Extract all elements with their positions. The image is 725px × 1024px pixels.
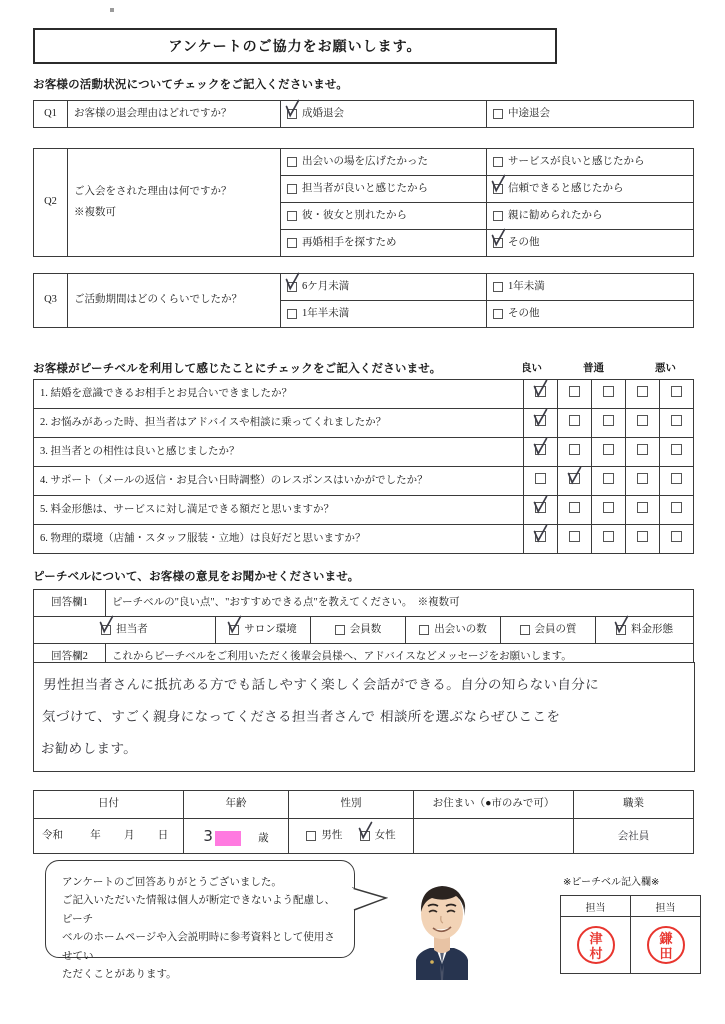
staff-portrait-photo (396, 868, 488, 980)
header-residence: お住まい（●市のみで可） (414, 791, 574, 819)
table-row (561, 896, 701, 917)
handwritten-line-1: 気づけて、すごく親身になってくださる担当者さんで 相談所を選ぶならぜひここを (41, 709, 561, 725)
rating-option-r4-c2[interactable] (558, 467, 592, 496)
date-year-unit: 年 (90, 829, 101, 841)
checkbox-rating-r4-c5[interactable] (671, 473, 682, 489)
gender-male-label: 男性 (321, 829, 343, 841)
answer1-option-3[interactable] (406, 617, 501, 644)
hanko-1-bottom: 田 (659, 947, 672, 962)
answer1-option-5-label: 料金形態 (631, 623, 673, 635)
hanko-0-top: 津 (589, 932, 602, 947)
section1-heading: お客様の活動状況についてチェックをご記入くださいませ。 (33, 77, 348, 91)
header-date: 日付 (34, 791, 184, 819)
date-field[interactable] (34, 819, 184, 854)
gender-field[interactable] (289, 819, 414, 854)
q2-option-left-3[interactable] (281, 230, 487, 257)
checkbox-q3-r0[interactable] (493, 280, 508, 294)
answer1-option-2-label: 会員数 (349, 623, 382, 635)
header-age: 年齢 (184, 791, 289, 819)
checkbox-rating-r2-c4[interactable] (637, 415, 648, 431)
staff-column-0: 担当 (561, 896, 631, 917)
rating-question-4: 4. サポート（メールの返信・お見合い日時調整）のレスポンスはいかがでしたか？ (34, 467, 524, 496)
answer1-option-5[interactable] (596, 617, 694, 644)
table-row (34, 438, 694, 467)
scan-artifact-dot (110, 8, 114, 12)
checkbox-rating-r2-c1[interactable] (535, 415, 546, 431)
rating-option-r6-c3[interactable] (592, 525, 626, 554)
table-row (561, 917, 701, 974)
staff-section-label: ※ピーチベル記入欄※ (563, 877, 660, 888)
q2-option-right-3-label: その他 (508, 236, 540, 248)
rating-option-r5-c5[interactable] (660, 496, 694, 525)
rating-option-r3-c3[interactable] (592, 438, 626, 467)
rating-option-r1-c1[interactable] (524, 380, 558, 409)
date-day-unit: 日 (157, 829, 169, 841)
rating-option-r4-c4[interactable] (626, 467, 660, 496)
bubble-tail-icon (352, 886, 388, 912)
q2-question-cell (68, 149, 281, 257)
handwritten-line-2: お勧めします。 (40, 741, 138, 757)
rating-option-r4-c5[interactable] (660, 467, 694, 496)
rating-question-1: 1. 結婚を意識できるお相手とお見合いできましたか？ (34, 380, 524, 409)
checkbox-rating-r1-c2[interactable] (569, 386, 580, 402)
staff-stamp-cell-1 (631, 917, 701, 974)
q3-label: Q3 (34, 274, 68, 328)
rating-option-r2-c3[interactable] (592, 409, 626, 438)
checkbox-rating-r1-c3[interactable] (603, 386, 614, 402)
checkbox-gender-male[interactable] (306, 829, 321, 843)
rating-question-6: 6. 物理的環境（店舗・スタッフ服装・立地）は良好だと思いますか？ (34, 525, 524, 554)
checkbox-q2-r0[interactable] (493, 155, 508, 169)
q3-option-right-1-label: その他 (508, 307, 540, 319)
q3-question: ご活動期間はどのくらいでしたか？ (68, 274, 281, 328)
handwritten-response-text (40, 669, 688, 765)
q2-table (33, 148, 694, 257)
rating-option-r3-c4[interactable] (626, 438, 660, 467)
rating-question-2: 2. お悩みがあった時、担当者はアドバイスや相談に乗ってくれましたか？ (34, 409, 524, 438)
checkbox-q2-r3[interactable] (493, 236, 508, 250)
q2-option-right-2-label: 親に勧められたから (508, 209, 603, 221)
table-row (34, 617, 694, 644)
checkbox-rating-r2-c2[interactable] (569, 415, 580, 431)
q1-option-0-label: 成婚退会 (302, 107, 344, 119)
checkbox-rating-r1-c5[interactable] (671, 386, 682, 402)
thanks-line-0: アンケートのご回答ありがとうございました。 (62, 876, 282, 888)
answer1-option-4-label: 会員の質 (534, 623, 577, 635)
q3-option-right-1[interactable] (487, 301, 694, 328)
hanko-seal-icon (577, 926, 615, 964)
q2-option-left-0-label: 出会いの場を広げたかった (302, 155, 428, 167)
table-row (34, 274, 694, 301)
q2-option-right-1[interactable] (487, 176, 694, 203)
checkbox-answer1-2[interactable] (335, 623, 350, 637)
checkbox-q2-l2[interactable] (287, 209, 302, 223)
checkbox-answer1-1[interactable] (229, 623, 244, 637)
rating-option-r1-c2[interactable] (558, 380, 592, 409)
checkbox-rating-r2-c5[interactable] (671, 415, 682, 431)
checkbox-q2-l3[interactable] (287, 236, 302, 250)
answer1-option-1-label: サロン環境 (244, 623, 297, 635)
q2-option-right-2[interactable] (487, 203, 694, 230)
checkbox-rating-r3-c3[interactable] (603, 444, 614, 460)
q3-option-right-0-label: 1年未満 (508, 280, 545, 292)
checkbox-rating-r4-c3[interactable] (603, 473, 614, 489)
rating-table (33, 379, 694, 554)
answer2-prompt: これからピーチベルをご利用いただく後輩会員様へ、アドバイスなどメッセージをお願いします。 (106, 644, 694, 671)
q2-option-right-1-label: 信頼できると感じたから (508, 182, 624, 194)
q2-option-left-2-label: 彼・彼女と別れたから (302, 209, 407, 221)
rating-option-r3-c5[interactable] (660, 438, 694, 467)
checkbox-rating-r5-c2[interactable] (569, 502, 580, 518)
answer1-option-0[interactable] (34, 617, 216, 644)
page-title: アンケートのご協力をお願いします。 (33, 28, 557, 64)
checkbox-rating-r5-c4[interactable] (637, 502, 648, 518)
checkbox-rating-r3-c2[interactable] (569, 444, 580, 460)
thanks-line-3: ただくことがあります。 (62, 967, 177, 980)
table-row (34, 101, 694, 128)
answer1-prompt: ピーチベルの"良い点"、"おすすめできる点"を教えてください。 ※複数可 (106, 590, 694, 617)
q1-option-1[interactable] (487, 101, 694, 128)
checkbox-q2-r1[interactable] (493, 182, 508, 196)
checkbox-rating-r5-c5[interactable] (671, 502, 682, 518)
table-row (34, 149, 694, 176)
rating-option-r5-c3[interactable] (592, 496, 626, 525)
rating-option-r3-c1[interactable] (524, 438, 558, 467)
rating-option-r2-c1[interactable] (524, 409, 558, 438)
q3-option-left-1[interactable] (281, 301, 487, 328)
hanko-0-bottom: 村 (589, 947, 602, 962)
age-unit: 歳 (258, 832, 269, 844)
q1-table (33, 100, 694, 128)
rating-option-r6-c4[interactable] (626, 525, 660, 554)
q2-option-left-2[interactable] (281, 203, 487, 230)
q2-option-left-1[interactable] (281, 176, 487, 203)
rating-option-r5-c2[interactable] (558, 496, 592, 525)
scale-label-good: 良い (521, 362, 542, 374)
rating-option-r6-c5[interactable] (660, 525, 694, 554)
q3-option-right-0[interactable] (487, 274, 694, 301)
respondent-table (33, 790, 694, 854)
checkbox-rating-r6-c2[interactable] (569, 531, 580, 547)
q2-option-right-3[interactable] (487, 230, 694, 257)
occupation-field[interactable]: 会社員 (574, 819, 694, 854)
checkbox-rating-r6-c1[interactable] (535, 531, 546, 547)
hanko-seal-icon (647, 926, 685, 964)
checkbox-q2-l0[interactable] (287, 155, 302, 169)
checkbox-q2-l1[interactable] (287, 182, 302, 196)
answer1-label: 回答欄1 (34, 590, 106, 617)
q1-question: お客様の退会理由はどれですか？ (68, 101, 281, 128)
checkbox-q1-1[interactable] (493, 107, 508, 121)
staff-column-1: 担当 (631, 896, 701, 917)
rating-question-3: 3. 担当者との相性は良いと感じましたか？ (34, 438, 524, 467)
checkbox-answer1-4[interactable] (520, 623, 535, 637)
checkbox-rating-r3-c1[interactable] (535, 444, 546, 460)
q3-option-left-0-label: 6ケ月未満 (302, 280, 350, 292)
date-month-unit: 月 (124, 829, 135, 841)
rating-option-r2-c2[interactable] (558, 409, 592, 438)
header-gender: 性別 (289, 791, 414, 819)
age-value: 3 (203, 826, 213, 845)
checkbox-rating-r1-c4[interactable] (637, 386, 648, 402)
table-row (34, 525, 694, 554)
age-redaction-box (215, 831, 241, 846)
rating-option-r5-c4[interactable] (626, 496, 660, 525)
q3-table (33, 273, 694, 328)
checkbox-rating-r6-c3[interactable] (603, 531, 614, 547)
checkbox-rating-r3-c5[interactable] (671, 444, 682, 460)
rating-option-r6-c1[interactable] (524, 525, 558, 554)
handwritten-response-area[interactable] (33, 662, 695, 772)
table-row (34, 467, 694, 496)
rating-option-r2-c5[interactable] (660, 409, 694, 438)
q1-option-0[interactable] (281, 101, 487, 128)
answer1-option-1[interactable] (216, 617, 311, 644)
checkbox-q3-l1[interactable] (287, 307, 302, 321)
checkbox-rating-r6-c5[interactable] (671, 531, 682, 547)
checkbox-answer1-0[interactable] (101, 623, 116, 637)
answer1-option-2[interactable] (311, 617, 406, 644)
checkbox-answer1-3[interactable] (419, 623, 434, 637)
rating-option-r1-c3[interactable] (592, 380, 626, 409)
age-field[interactable] (184, 819, 289, 854)
checkbox-rating-r2-c3[interactable] (603, 415, 614, 431)
checkbox-rating-r4-c4[interactable] (637, 473, 648, 489)
table-row (34, 791, 694, 819)
hanko-1-top: 鎌 (659, 932, 672, 947)
answer1-option-3-label: 出会いの数 (434, 623, 487, 635)
checkbox-rating-r6-c4[interactable] (637, 531, 648, 547)
rating-option-r4-c1[interactable] (524, 467, 558, 496)
rating-question-5: 5. 料金形態は、サービスに対し満足できる額だと思いますか？ (34, 496, 524, 525)
checkbox-rating-r1-c1[interactable] (535, 386, 546, 402)
checkbox-q3-l0[interactable] (287, 280, 302, 294)
residence-field[interactable] (414, 819, 574, 854)
q2-question: ご入会をされた理由は何ですか？ (74, 186, 232, 198)
q2-label: Q2 (34, 149, 68, 257)
rating-option-r5-c1[interactable] (524, 496, 558, 525)
section3-heading: ピーチベルについて、お客様の意見をお聞かせくださいませ。 (33, 569, 360, 583)
rating-option-r1-c4[interactable] (626, 380, 660, 409)
q3-option-left-0[interactable] (281, 274, 487, 301)
answer1-option-0-label: 担当者 (116, 623, 148, 635)
answer1-option-4[interactable] (501, 617, 596, 644)
date-era: 令和 (42, 829, 63, 841)
q2-note: ※複数可 (74, 206, 116, 218)
rating-option-r6-c2[interactable] (558, 525, 592, 554)
table-row (34, 496, 694, 525)
staff-stamp-table (560, 895, 701, 974)
thanks-line-2: ベルのホームページや入会説明時に参考資料として使用させてい (62, 931, 335, 962)
thanks-bubble (45, 860, 355, 980)
table-row (34, 409, 694, 438)
q2-option-left-3-label: 再婚相手を探すため (302, 236, 397, 248)
q2-option-left-1-label: 担当者が良いと感じたから (302, 182, 428, 194)
checkbox-rating-r4-c1[interactable] (535, 473, 546, 489)
q3-option-left-1-label: 1年半未満 (302, 307, 350, 319)
rating-option-r3-c2[interactable] (558, 438, 592, 467)
thanks-line-1: ご記入いただいた情報は個人が断定できないよう配慮し、ピーチ (62, 894, 335, 925)
q2-option-left-0[interactable] (281, 149, 487, 176)
q2-option-right-0[interactable] (487, 149, 694, 176)
table-row (34, 819, 694, 854)
q1-label: Q1 (34, 101, 68, 128)
checkbox-rating-r5-c3[interactable] (603, 502, 614, 518)
table-row (34, 380, 694, 409)
staff-stamp-cell-0 (561, 917, 631, 974)
answer2-label: 回答欄2 (34, 644, 106, 671)
rating-option-r4-c3[interactable] (592, 467, 626, 496)
checkbox-rating-r4-c2[interactable] (569, 473, 580, 489)
rating-option-r1-c5[interactable] (660, 380, 694, 409)
answer-table (33, 589, 694, 671)
q2-option-right-0-label: サービスが良いと感じたから (508, 155, 645, 167)
checkbox-q3-r1[interactable] (493, 307, 508, 321)
table-row (34, 590, 694, 617)
q1-option-1-label: 中途退会 (508, 107, 550, 119)
checkbox-q2-r2[interactable] (493, 209, 508, 223)
checkbox-answer1-5[interactable] (616, 623, 631, 637)
checkbox-q1-0[interactable] (287, 107, 302, 121)
gender-female-label: 女性 (374, 829, 396, 841)
rating-option-r2-c4[interactable] (626, 409, 660, 438)
handwritten-line-0: 男性担当者さんに抵抗ある方でも話しやすく楽しく会話ができる。自分の知らない自分に (42, 677, 600, 693)
checkbox-gender-female[interactable] (360, 829, 375, 843)
checkbox-rating-r5-c1[interactable] (535, 502, 546, 518)
scale-label-bad: 悪い (655, 362, 676, 374)
scale-label-normal: 普通 (583, 362, 604, 374)
section2-heading: お客様がピーチベルを利用して感じたことにチェックをご記入くださいませ。 (33, 361, 442, 375)
checkbox-rating-r3-c4[interactable] (637, 444, 648, 460)
header-occupation: 職業 (574, 791, 694, 819)
